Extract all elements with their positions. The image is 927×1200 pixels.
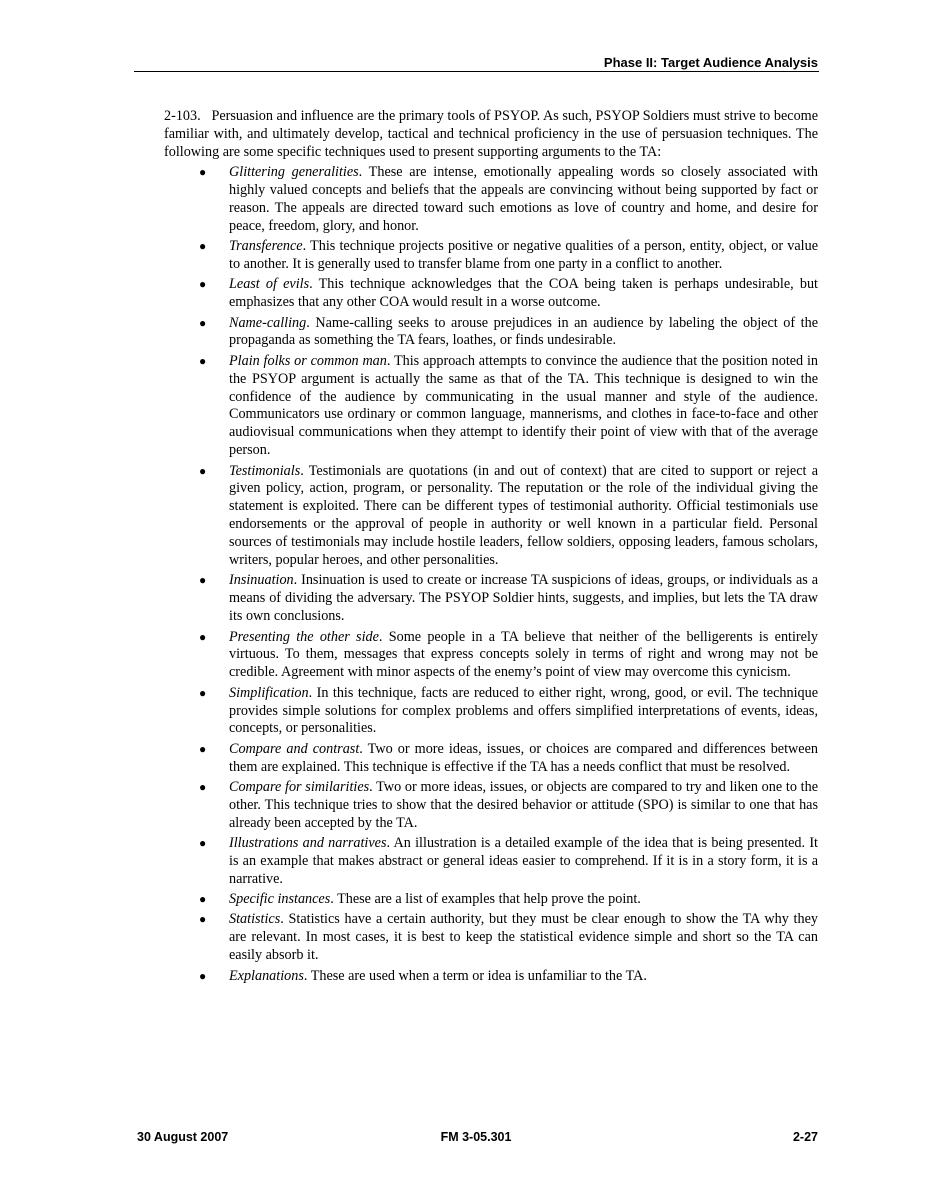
bullet-icon: ● <box>199 836 207 851</box>
technique-term: Insinuation <box>229 572 294 589</box>
technique-description: . Insinuation is used to create or increase TA suspicions of ideas, groups, or individuals as a means of dividing the adversary. The PSYOP Soldier hints, suggests, and implies, but lets the TA draw its own conclusions. <box>229 572 818 625</box>
list-item <box>199 967 818 986</box>
technique-term: Least of evils <box>229 276 310 293</box>
list-item <box>199 684 818 739</box>
technique-term: Specific instances <box>229 891 331 908</box>
list-item <box>199 238 818 274</box>
technique-description: . These are intense, emotionally appealing words so closely associated with highly valued concepts and beliefs that the appeals are convincing without being supported by fact or reason. The appeals are directed toward such emotions as love of country and home, and desire for peace, freedom, glory, and honor. <box>229 164 818 234</box>
bullet-icon: ● <box>199 239 207 254</box>
list-item <box>199 352 818 460</box>
technique-term: Compare for similarities <box>229 778 370 795</box>
list-item <box>199 911 818 965</box>
technique-term: Simplification <box>229 684 309 701</box>
technique-term: Illustrations and narratives <box>229 835 387 852</box>
technique-term: Name-calling <box>229 314 307 331</box>
page-footer <box>134 1129 818 1145</box>
technique-term: Glittering generalities <box>229 164 359 181</box>
technique-description: . Statistics have a certain authority, but they must be clear enough to show the TA why they are relevant. In most cases, it is best to keep the statistical evidence simple and short so the TA can easily absorb it. <box>229 911 818 964</box>
technique-description: . Some people in a TA believe that neither of the belligerents is entirely virtuous. To them, messages that express concepts solely in terms of right and wrong may not be credible. Agreement with minor aspects of the enemy’s point of view may overcome this cynicism. <box>229 628 818 681</box>
technique-description: . An illustration is a detailed example of the idea that is being presented. It is an example that makes abstract or general ideas easier to comprehend. If it is in a story form, it is a narrative. <box>229 835 818 887</box>
technique-description: . These are a list of examples that help prove the point. <box>330 891 641 908</box>
technique-description: . Two or more ideas, issues, or choices are compared and differences between them are explained. This technique is effective if the TA has a needs conflict that must be resolved. <box>229 740 818 775</box>
bullet-icon: ● <box>199 741 207 756</box>
technique-term: Compare and contrast <box>229 740 360 757</box>
bullet-icon: ● <box>199 779 207 794</box>
bullet-icon: ● <box>199 892 207 907</box>
bullet-icon: ● <box>199 685 207 700</box>
footer-date: 30 August 2007 <box>137 1130 229 1144</box>
technique-description: . Testimonials are quotations (in and out of context) that are cited to support or reject a given policy, action, program, or personality. The reputation or the role of the individual giving the statement is exploited. There can be different types of testimonial authority. Official testimonials use endorsements or the approval of people in authority or well known in a particular field. Personal sources of testimonials may include hostile leaders, fellow soldiers, opposing leaders, famous scholars, writers, popular heroes, and other personalities. <box>229 462 818 569</box>
bullet-icon: ● <box>199 165 207 180</box>
technique-term: Plain folks or common man <box>229 352 387 369</box>
paragraph-2-103: 2-103. Persuasion and influence are the primary tools of PSYOP. As such, PSYOP Soldiers must strive to become familiar with, and ultimately develop, tactical and technical proficiency in the use of persuasion techniques. The following are some specific techniques used to present supporting arguments to the TA: <box>164 108 818 160</box>
technique-description: . Name-calling seeks to arouse prejudices in an audience by labeling the object of the propaganda as something the TA fears, loathes, or finds undesirable. <box>229 314 818 349</box>
bullet-icon: ● <box>199 912 207 927</box>
list-item <box>199 572 818 626</box>
bullet-icon: ● <box>199 277 207 292</box>
technique-description: . This approach attempts to convince the audience that the position noted in the PSYOP argument is actually the same as that of the TA. This technique is designed to win the confidence of the audience by communicating in the usual manner and style of the audience. Communicators use ordinary or common language, mannerisms, and clothes in face-to-face and other audiovisual communications when they attempt to identify their point of view with that of the average person. <box>229 352 818 459</box>
technique-description: . These are used when a term or idea is unfamiliar to the TA. <box>303 967 647 984</box>
technique-term: Transference <box>229 238 303 255</box>
list-item <box>199 314 818 351</box>
technique-list <box>164 164 818 985</box>
list-item <box>199 276 818 312</box>
footer-page-number: 2-27 <box>792 1130 818 1144</box>
footer-manual-number: FM 3-05.301 <box>440 1130 512 1144</box>
list-item <box>199 891 818 909</box>
technique-description: . In this technique, facts are reduced to either right, wrong, good, or evil. The technique provides simple solutions for complex problems and offers simplified interpretations of events, ideas, concepts, or personalities. <box>229 684 818 737</box>
bullet-icon: ● <box>199 968 207 983</box>
list-item <box>199 835 818 889</box>
bullet-icon: ● <box>199 573 207 588</box>
list-item <box>199 462 818 570</box>
bullet-icon: ● <box>199 353 207 368</box>
technique-description: . Two or more ideas, issues, or objects are compared to try and liken one to the other. This technique tries to show that the desired behavior or attitude (SPO) is similar to one that has already been accepted by the TA. <box>229 778 818 831</box>
bullet-icon: ● <box>199 463 207 478</box>
list-item <box>199 740 818 777</box>
bullet-icon: ● <box>199 629 207 644</box>
technique-term: Presenting the other side <box>229 628 379 645</box>
page-body <box>164 108 818 985</box>
list-item <box>199 628 818 683</box>
header-rule <box>134 71 819 72</box>
list-item <box>199 778 818 833</box>
technique-term: Statistics <box>229 911 281 928</box>
technique-term: Testimonials <box>229 462 301 479</box>
list-item <box>199 164 818 236</box>
technique-term: Explanations <box>229 967 304 984</box>
running-header: Phase II: Target Audience Analysis <box>603 55 818 70</box>
technique-description: . This technique projects positive or negative qualities of a person, entity, object, or value to another. It is generally used to transfer blame from one party in a conflict to another. <box>229 238 818 273</box>
bullet-icon: ● <box>199 315 207 330</box>
technique-description: . This technique acknowledges that the COA being taken is perhaps undesirable, but emphasizes that any other COA would result in a worse outcome. <box>229 276 818 311</box>
